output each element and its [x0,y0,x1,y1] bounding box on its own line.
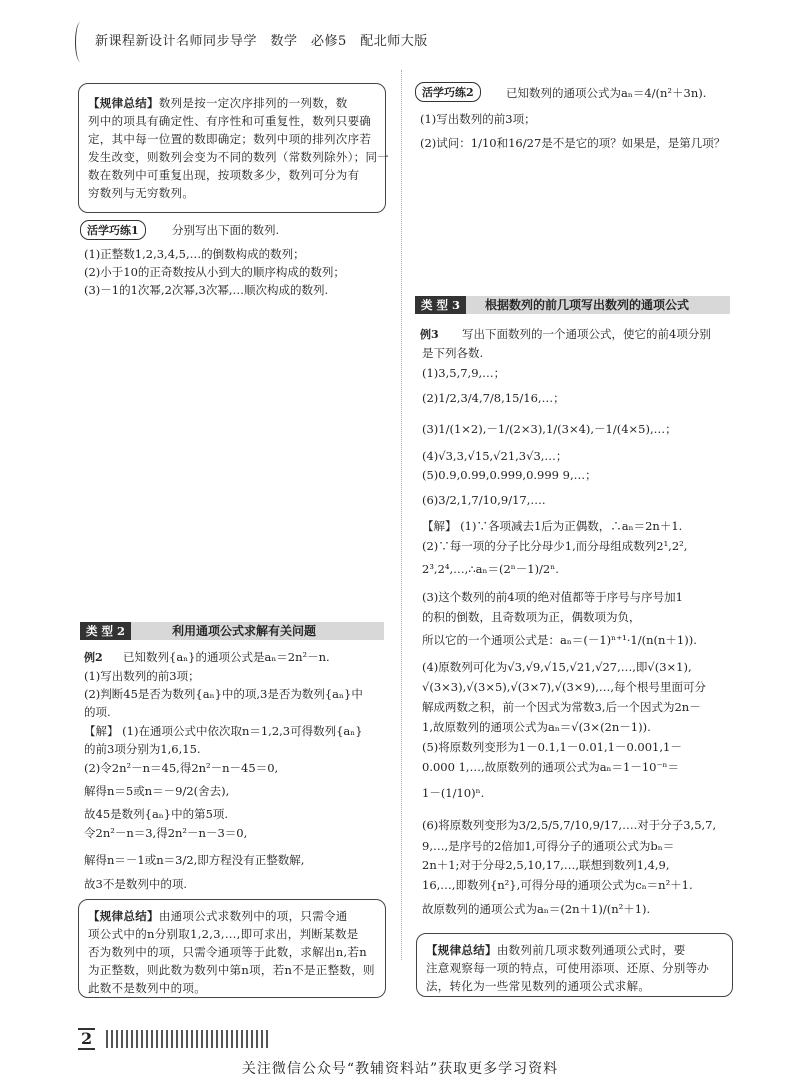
exercise-1-item: (2)小于10的正奇数按从小到大的顺序构成的数列； [84,265,345,279]
summary-3-title: 【规律总结】 [426,943,497,957]
example-3-label: 例3 [420,328,439,341]
summary-1-title: 【规律总结】 [88,96,159,110]
exercise-1-badge: 活学巧练1 [80,220,146,240]
exercise-1-item: (1)正整数1,2,3,4,5,…的倒数构成的数列； [84,247,305,261]
exercise-1-item: (3)－1的1次幂,2次幂,3次幂,…顺次构成的数列. [84,283,329,297]
column-divider [401,70,402,960]
summary-2-title: 【规律总结】 [88,909,159,923]
type-2-tag: 类 型 2 [80,622,131,640]
exercise-1-intro: 分别写出下面的数列. [172,223,280,237]
page-header: 新课程新设计名师同步导学 数学 必修5 配北师大版 [95,34,428,49]
header-bracket [75,22,86,62]
summary-2-text: 【规律总结】由通项公式求数列中的项，只需令通 项公式中的n分别取1,2,3,…,即可求出，判断某数是 否为数列中的项，只需令通项等于此数，求解出n,若n 为正整数，则此数为数列中第n项，若n不是正整数，则 此数不是数列中的项。 [88,909,375,995]
page-number: 2 [78,1028,95,1050]
example-2-label: 例2 [84,651,103,664]
type-3-header [415,296,730,314]
footer-note: 关注微信公众号“教辅资料站”获取更多学习资料 [241,1061,559,1077]
exercise-2-badge: 活学巧练2 [415,82,481,102]
summary-3-text: 【规律总结】由数列前几项求数列通项公式时，要 注意观察每一项的特点，可使用添项、还原、分别等办 法，转化为一些常见数列的通项公式求解。 [426,943,710,993]
type-3-tag: 类 型 3 [415,296,466,314]
decorative-stripe [106,1030,271,1048]
type-2-header [80,622,384,640]
type-3-title: 根据数列的前几项写出数列的通项公式 [485,298,690,312]
type-2-title: 利用通项公式求解有关问题 [172,624,317,638]
summary-1-text: 【规律总结】数列是按一定次序排列的一列数，数 列中的项具有确定性、有序性和可重复性，数列只要确 定，其中每一位置的数即确定；数列中项的排列次序若 发生改变，则数列会变为不同的数列（常数列除外）；同一 数在数列中可重复出现，按项数多少，数列可分为有 穷数列与无穷数列。 [88,96,390,200]
